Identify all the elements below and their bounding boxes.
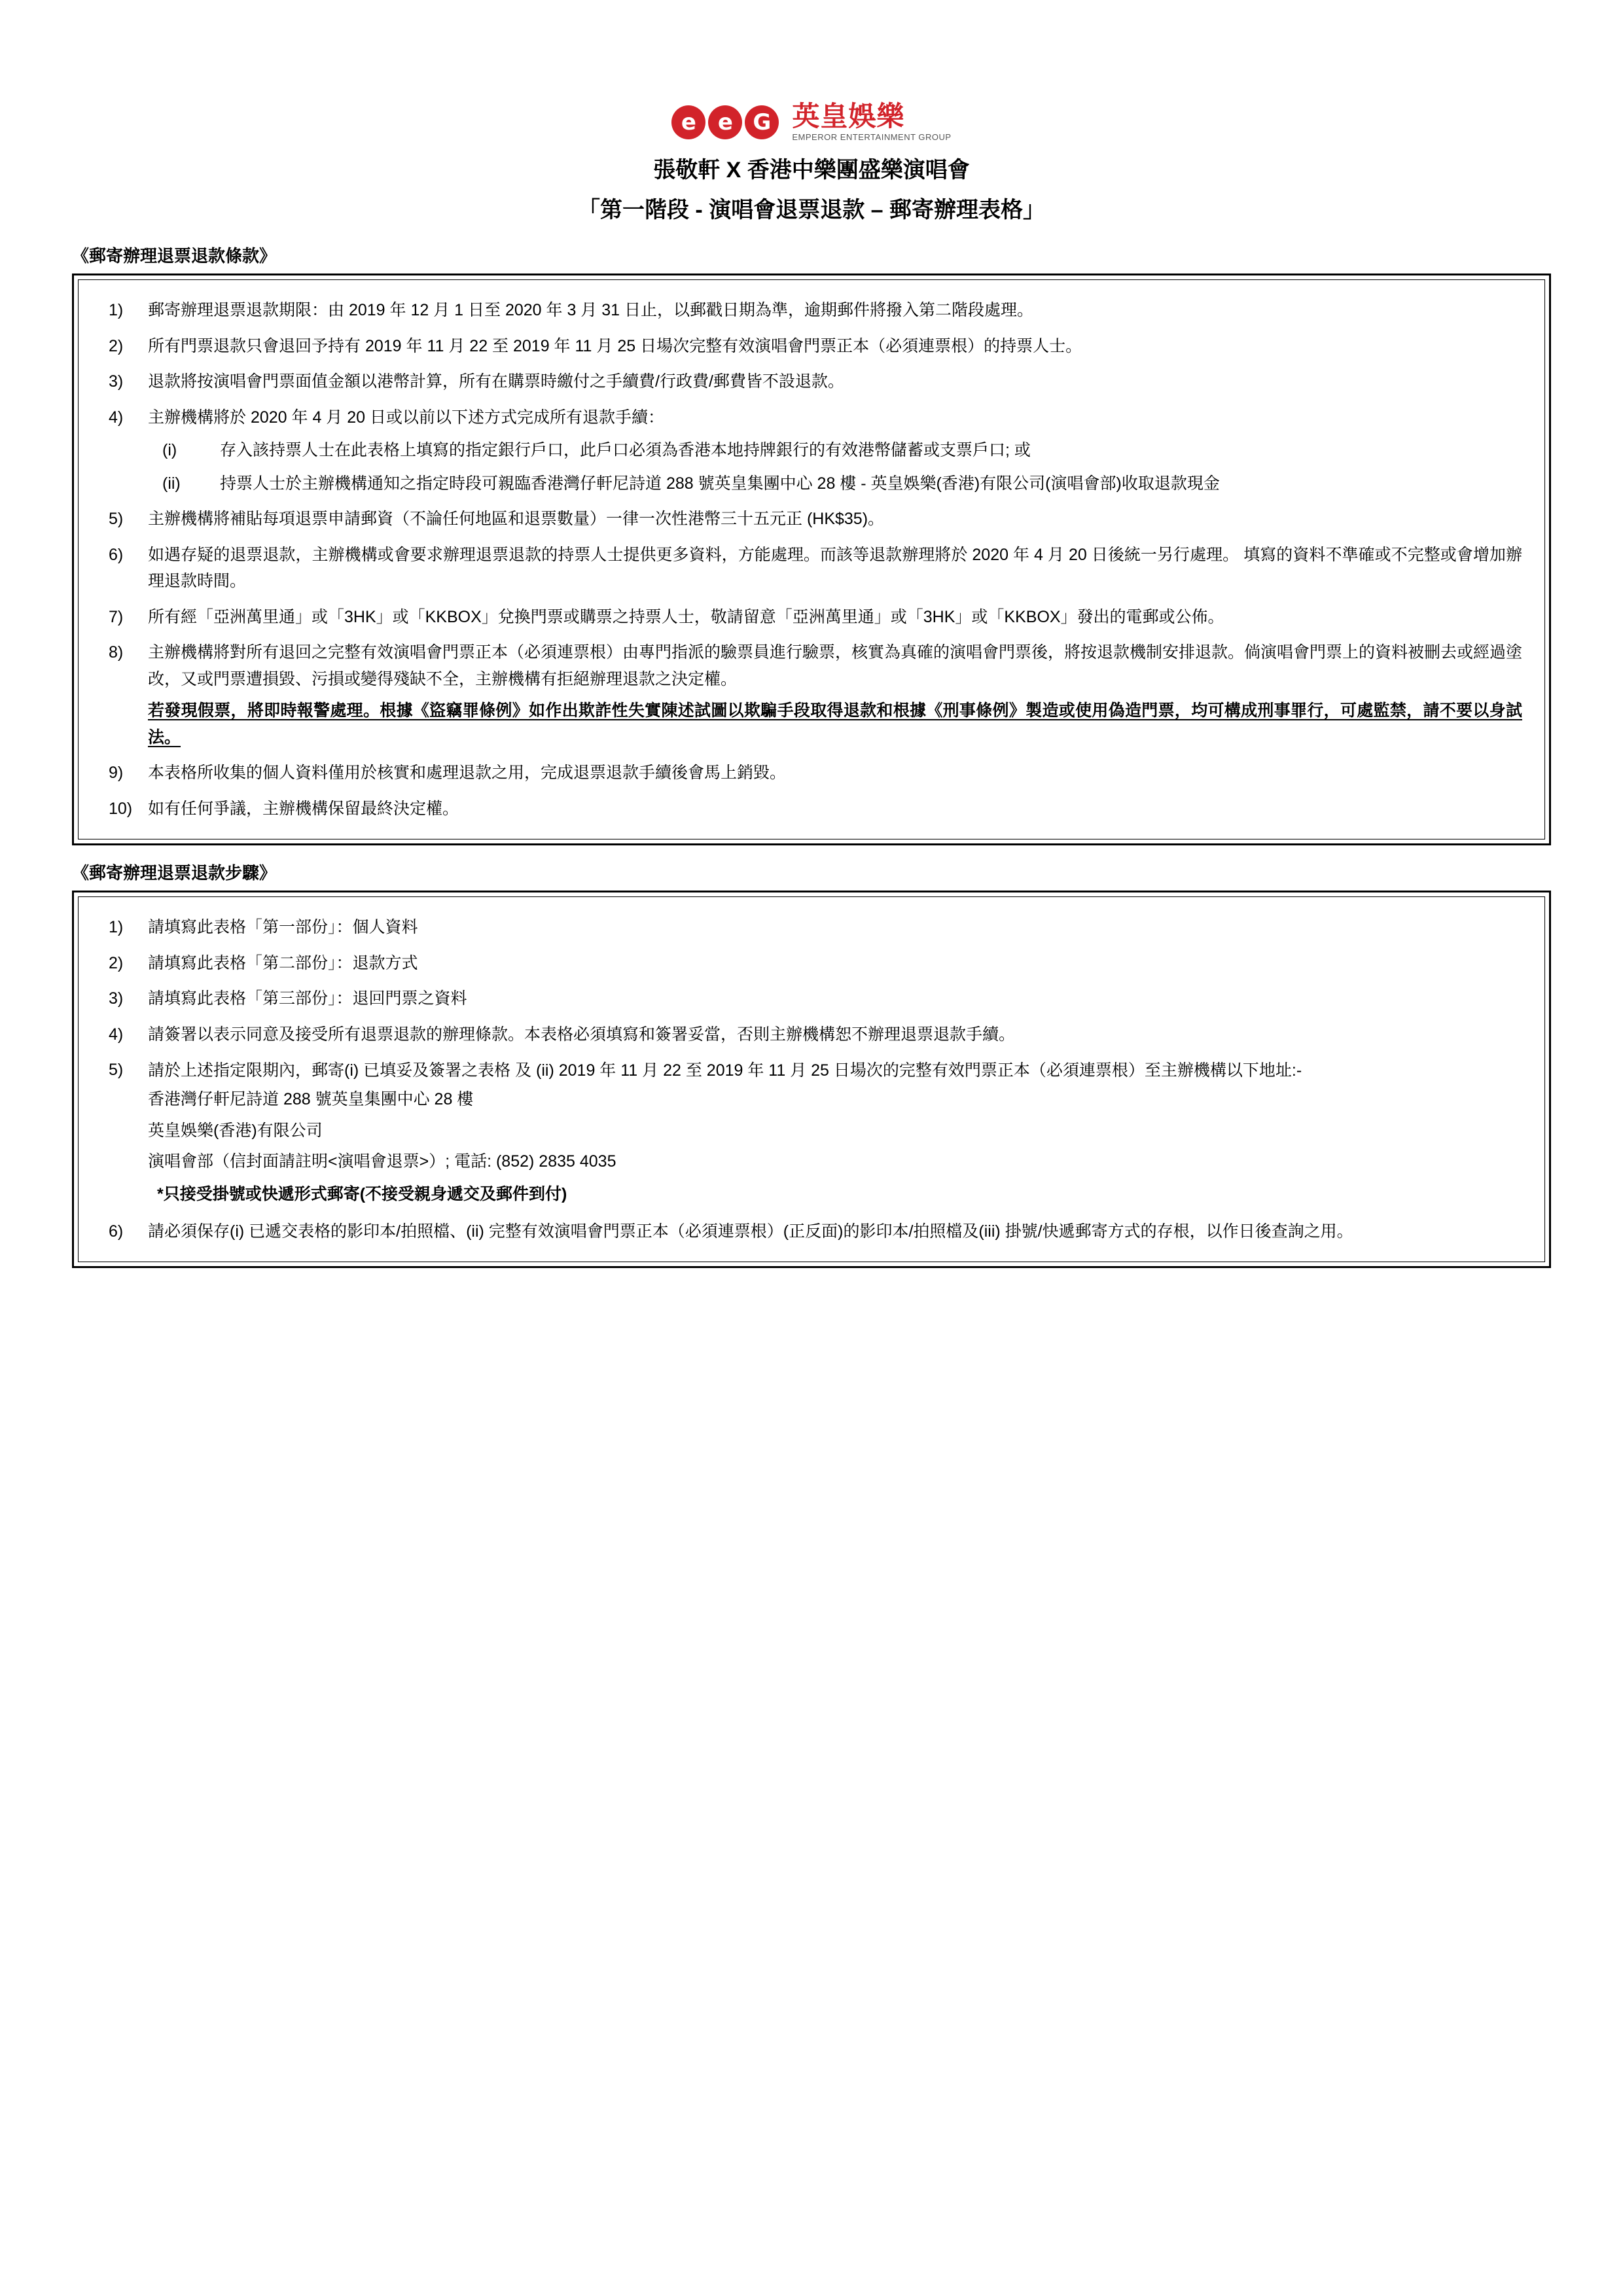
list-item-text: 請填寫此表格「第一部份」：個人資料: [148, 918, 418, 937]
eeg-circle-icon-2: e: [708, 105, 742, 139]
list-item-number: 2): [109, 336, 124, 355]
list-item: [97, 368, 1522, 395]
list-item-number: 6): [109, 545, 124, 564]
list-item-text: 所有門票退款只會退回予持有 2019 年 11 月 22 至 2019 年 11 月 25 日場次完整有效演唱會門票正本（必須連票根）的持票人士。: [148, 336, 1082, 355]
list-item-text: 請填寫此表格「第二部份」：退款方式: [148, 953, 418, 972]
list-item: [97, 404, 1522, 497]
list-item: [97, 506, 1522, 533]
sub-list-item: [148, 470, 1522, 497]
list-item-number: 1): [109, 301, 124, 320]
list-item-number: 8): [109, 643, 124, 662]
list-item: [97, 914, 1522, 941]
sub-list-item-text: 持票人士於主辦機構通知之指定時段可親臨香港灣仔軒尼詩道 288 號英皇集團中心 28 樓 - 英皇娛樂(香港)有限公司(演唱會部)收取退款現金: [220, 474, 1220, 493]
list-item: [97, 639, 1522, 751]
sub-list-item: [148, 437, 1522, 464]
logo-english-name: EMPEROR ENTERTAINMENT GROUP: [792, 132, 952, 143]
list-item-number: 1): [109, 918, 124, 937]
address-line-2: 英皇娛樂(香港)有限公司: [148, 1121, 323, 1140]
list-item-text: 主辦機構將於 2020 年 4 月 20 日或以前以下述方式完成所有退款手續：: [148, 408, 665, 427]
list-item-text: 請簽署以表示同意及接受所有退票退款的辦理條款。本表格必須填寫和簽署妥當，否則主辦機構恕不辦理退票退款手續。: [148, 1025, 1016, 1044]
page-title: 張敬軒 X 香港中樂團盛樂演唱會: [653, 158, 970, 183]
mailing-note: *只接受掛號或快遞形式郵寄(不接受親身遞交及郵件到付): [157, 1185, 567, 1204]
list-item-number: 5): [109, 510, 124, 529]
list-item-text: 主辦機構將補貼每項退票申請郵資（不論任何地區和退票數量）一律一次性港幣三十五元正 (HK$35)。: [148, 510, 885, 529]
list-item-number: 2): [109, 953, 124, 972]
list-item: [97, 1218, 1522, 1245]
list-item-number: 5): [109, 1061, 124, 1080]
list-item: [97, 604, 1522, 631]
eeg-logo-marks: [671, 105, 779, 139]
list-item-number: 4): [109, 408, 124, 427]
list-item-number: 6): [109, 1222, 124, 1241]
list-item-text: 請於上述指定限期內，郵寄(i) 已填妥及簽署之表格 及 (ii) 2019 年 11 月 22 至 2019 年 11 月 25 日場次的完整有效門票正本（必須連票根）至主辦機構以下地址:-: [148, 1061, 1302, 1080]
steps-box: [72, 891, 1551, 1268]
list-item-text: 如有任何爭議，主辦機構保留最終決定權。: [148, 799, 459, 818]
list-item-text: 如遇存疑的退票退款，主辦機構或會要求辦理退票退款的持票人士提供更多資料，方能處理。而該等退款辦理將於 2020 年 4 月 20 日後統一另行處理。 填寫的資料不準確或不完整或會增加辦理退款時間。: [148, 545, 1522, 591]
list-item: [97, 542, 1522, 595]
list-item-number: 7): [109, 607, 124, 626]
address-line-1: 香港灣仔軒尼詩道 288 號英皇集團中心 28 樓: [148, 1089, 474, 1108]
terms-box: [72, 274, 1551, 845]
list-item-text: 所有經「亞洲萬里通」或「3HK」或「KKBOX」兌換門票或購票之持票人士，敬請留意「亞洲萬里通」或「3HK」或「KKBOX」發出的電郵或公佈。: [148, 607, 1224, 626]
terms-section-heading: 《郵寄辦理退票退款條款》: [72, 246, 277, 266]
logo-chinese-name: 英皇娛樂: [792, 101, 905, 132]
list-item: [97, 985, 1522, 1012]
list-item-number: 3): [109, 372, 124, 391]
list-item-number: 9): [109, 764, 124, 783]
list-item-text: 主辦機構將對所有退回之完整有效演唱會門票正本（必須連票根）由專門指派的驗票員進行驗票，核實為真確的演唱會門票後，將按退款機制安排退款。倘演唱會門票上的資料被刪去或經過塗改，又或門票遭損毀、污損或變得殘缺不全，主辦機構有拒絕辦理退款之決定權。: [148, 643, 1523, 688]
fraud-warning-text: 若發現假票，將即時報警處理。根據《盜竊罪條例》如作出欺詐性失實陳述試圖以欺騙手段取得退款和根據《刑事條例》製造或使用偽造門票，均可構成刑事罪行，可處監禁，請不要以身試法。: [148, 701, 1522, 747]
list-item-text: 本表格所收集的個人資料僅用於核實和處理退款之用，完成退票退款手續後會馬上銷毀。: [148, 764, 787, 783]
list-item: [97, 333, 1522, 360]
page-subtitle: 「第一階段 - 演唱會退票退款 – 郵寄辦理表格」: [577, 198, 1045, 223]
list-item: [97, 297, 1522, 324]
list-item-text: 請必須保存(i) 已遞交表格的影印本/拍照檔、(ii) 完整有效演唱會門票正本（必須連票根）(正反面)的影印本/拍照檔及(iii) 掛號/快遞郵寄方式的存根，以作日後查詢之用。: [148, 1222, 1353, 1241]
sub-list-item-number: (i): [162, 441, 177, 460]
eeg-circle-icon-3: G: [745, 105, 779, 139]
eeg-circle-icon-1: e: [671, 105, 705, 139]
sub-list-item-number: (ii): [162, 474, 181, 493]
list-item-text: 郵寄辦理退票退款期限：由 2019 年 12 月 1 日至 2020 年 3 月 31 日止，以郵戳日期為準，逾期郵件將撥入第二階段處理。: [148, 301, 1034, 320]
list-item-number: 10): [109, 799, 133, 818]
sub-list-item-text: 存入該持票人士在此表格上填寫的指定銀行戶口，此戶口必須為香港本地持牌銀行的有效港幣儲蓄或支票戶口; 或: [220, 441, 1031, 460]
list-item-text: 請填寫此表格「第三部份」：退回門票之資料: [148, 989, 467, 1008]
brand-logo: [72, 102, 1551, 142]
mailing-address-block: [148, 1086, 1522, 1209]
list-item-number: 3): [109, 989, 124, 1008]
list-item: [97, 796, 1522, 822]
list-item: [97, 1057, 1522, 1209]
steps-section-heading: 《郵寄辦理退票退款步驟》: [72, 863, 277, 883]
address-line-3: 演唱會部（信封面請註明<演唱會退票>）; 電話: (852) 2835 4035: [148, 1152, 616, 1171]
list-item: [97, 1021, 1522, 1048]
list-item-text: 退款將按演唱會門票面值金額以港幣計算，所有在購票時繳付之手續費/行政費/郵費皆不設退款。: [148, 372, 844, 391]
list-item: [97, 950, 1522, 977]
list-item: [97, 760, 1522, 786]
list-item-number: 4): [109, 1025, 124, 1044]
